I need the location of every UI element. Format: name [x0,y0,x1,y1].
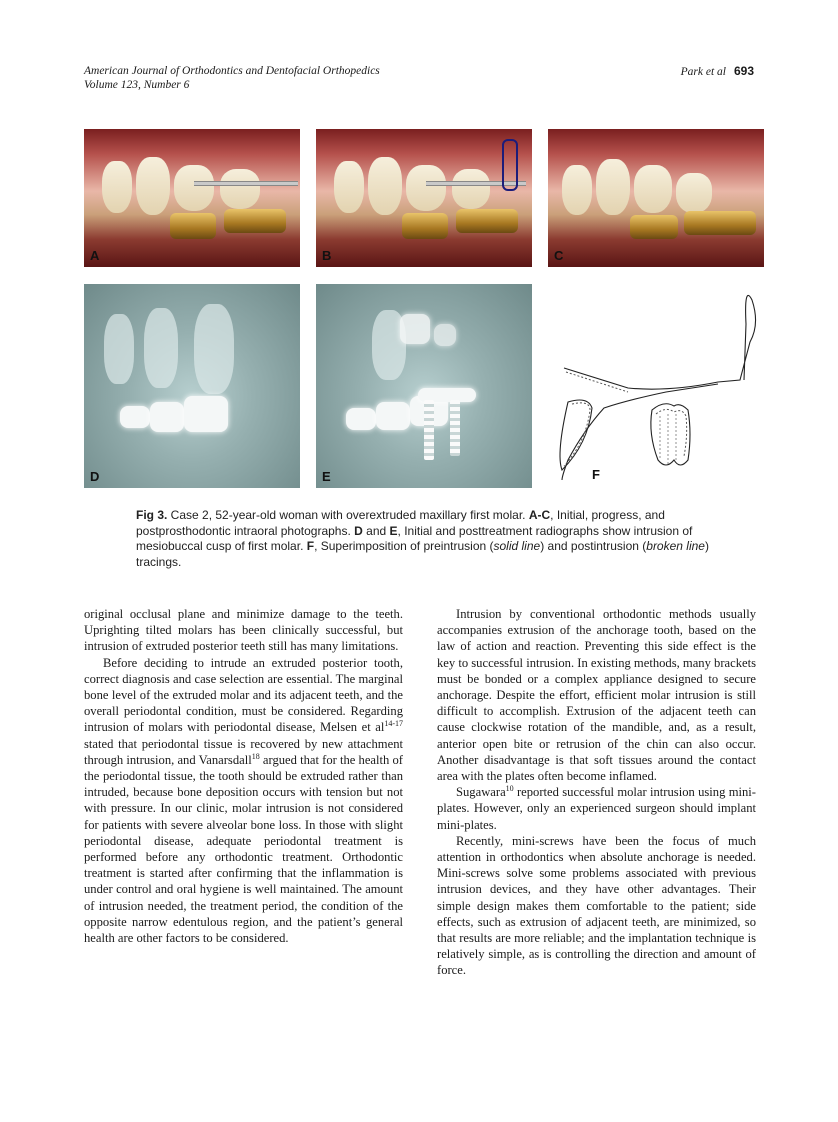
paragraph: Sugawara$^{10}$ reported successful molar intrusion using mini-plates. However, only an experienced surgeon should implant mini-plates. [437,784,756,832]
panel-label-f: F [592,467,600,482]
paragraph: original occlusal plane and minimize damage to the teeth. Uprighting tilted molars has been clinically successful, but intrusion of extruded posterior teeth still has many limitations. [84,607,403,654]
panel-label-e: E [322,469,331,484]
figure-caption: Fig 3. Case 2, 52-year-old woman with overextruded maxillary first molar. A-C, Initial, progress, and postprosthodontic intraoral photographs. D and E, Initial and posttreatment radiographs show intrusion of mesiobuccal cusp of first molar. F, Superimposition of preintrusion (solid line) and postintrusion (broken line) tracings. [136,508,709,569]
citation: 14-17 [384,719,403,729]
body-column-right [437,606,756,979]
body-column-left [84,606,403,946]
paragraph: Intrusion by conventional orthodontic methods usually accompanies extrusion of the anchorage tooth, based on the law of action and reaction. Preventing this side effect is the key to successful intrusion. In existing methods, many brackets must be bonded or a complex appliance designed to secure anchorage. Despite the effort, efficient molar intrusion is still difficult to accomplish. Extrusion of the adjacent teeth can cause clockwise rotation of the mandible, and, as a result, anterior open bite or retrusion of the chin can also occur. Another disadvantage is that soft tissues around the contact area with the plates often become inflamed. [437,607,756,784]
running-header-page [681,64,754,78]
paragraph: Before deciding to intrude an extruded posterior tooth, correct diagnosis and case selection are essential. The marginal bone level of the extruded molar and its adjacent teeth, and the overall periodontal condition, must be considered. Regarding intrusion of molars with periodontal disease, Melsen et $al^{14-17}$ stated that periodontal tissue is recovered by new attachment through intrusion, and Vanarsdall$^{18}$ argued that for the health of the periodontal tissue, the tooth should be extruded rather than intruded, because bone deposition occurs with tension but not with pressure. In our clinic, molar intrusion is not considered for patients with severe alveolar bone loss. In those with slight periodontal disease, adequate periodontal treatment is performed before any orthodontic treatment. Orthodontic treatment is started after confirming that the inflammation is under control and oral hygiene is well maintained. The amount of intrusion needed, the treatment period, the condition of the opposite narrow edentulous region, and the patient’s general health are other factors to be considered. [84,655,403,946]
panel-label-d: D [90,469,100,484]
citation: 18 [251,751,260,761]
tracing-drawing [548,284,764,488]
journal-title: American Journal of Orthodontics and Dentofacial Orthopedics [84,65,380,77]
figure-panel-d-radiograph [84,284,300,488]
journal-volume: Volume 123, Number 6 [84,79,190,91]
authors: Park et al [680,66,726,78]
page-number: 693 [733,64,754,78]
panel-label-a: A [90,248,100,263]
figure-panel-e-radiograph [316,284,532,488]
running-header-journal [84,64,380,92]
figure-panel-a-photo [84,129,300,267]
caption-fig-label: Fig 3. [136,508,168,522]
panel-label-b: B [322,248,332,263]
citation: 10 [505,784,514,794]
panel-label-c: C [554,248,564,263]
figure-panel-c-photo [548,129,764,267]
figure-panel-b-photo [316,129,532,267]
figure-panel-f-tracing [548,284,764,488]
paragraph: Recently, mini-screws have been the focus of much attention in orthodontics when absolute anchorage is needed. Mini-screws solve some problems associated with previous intrusion devices, and they have other advantages. Their simple design makes them comfortable to the patient; side effects, such as extrusion of adjacent teeth, are minimized, so that results are more reliable; and the implantation technique is relatively simple, as is controlling the direction and amount of force. [437,833,756,978]
